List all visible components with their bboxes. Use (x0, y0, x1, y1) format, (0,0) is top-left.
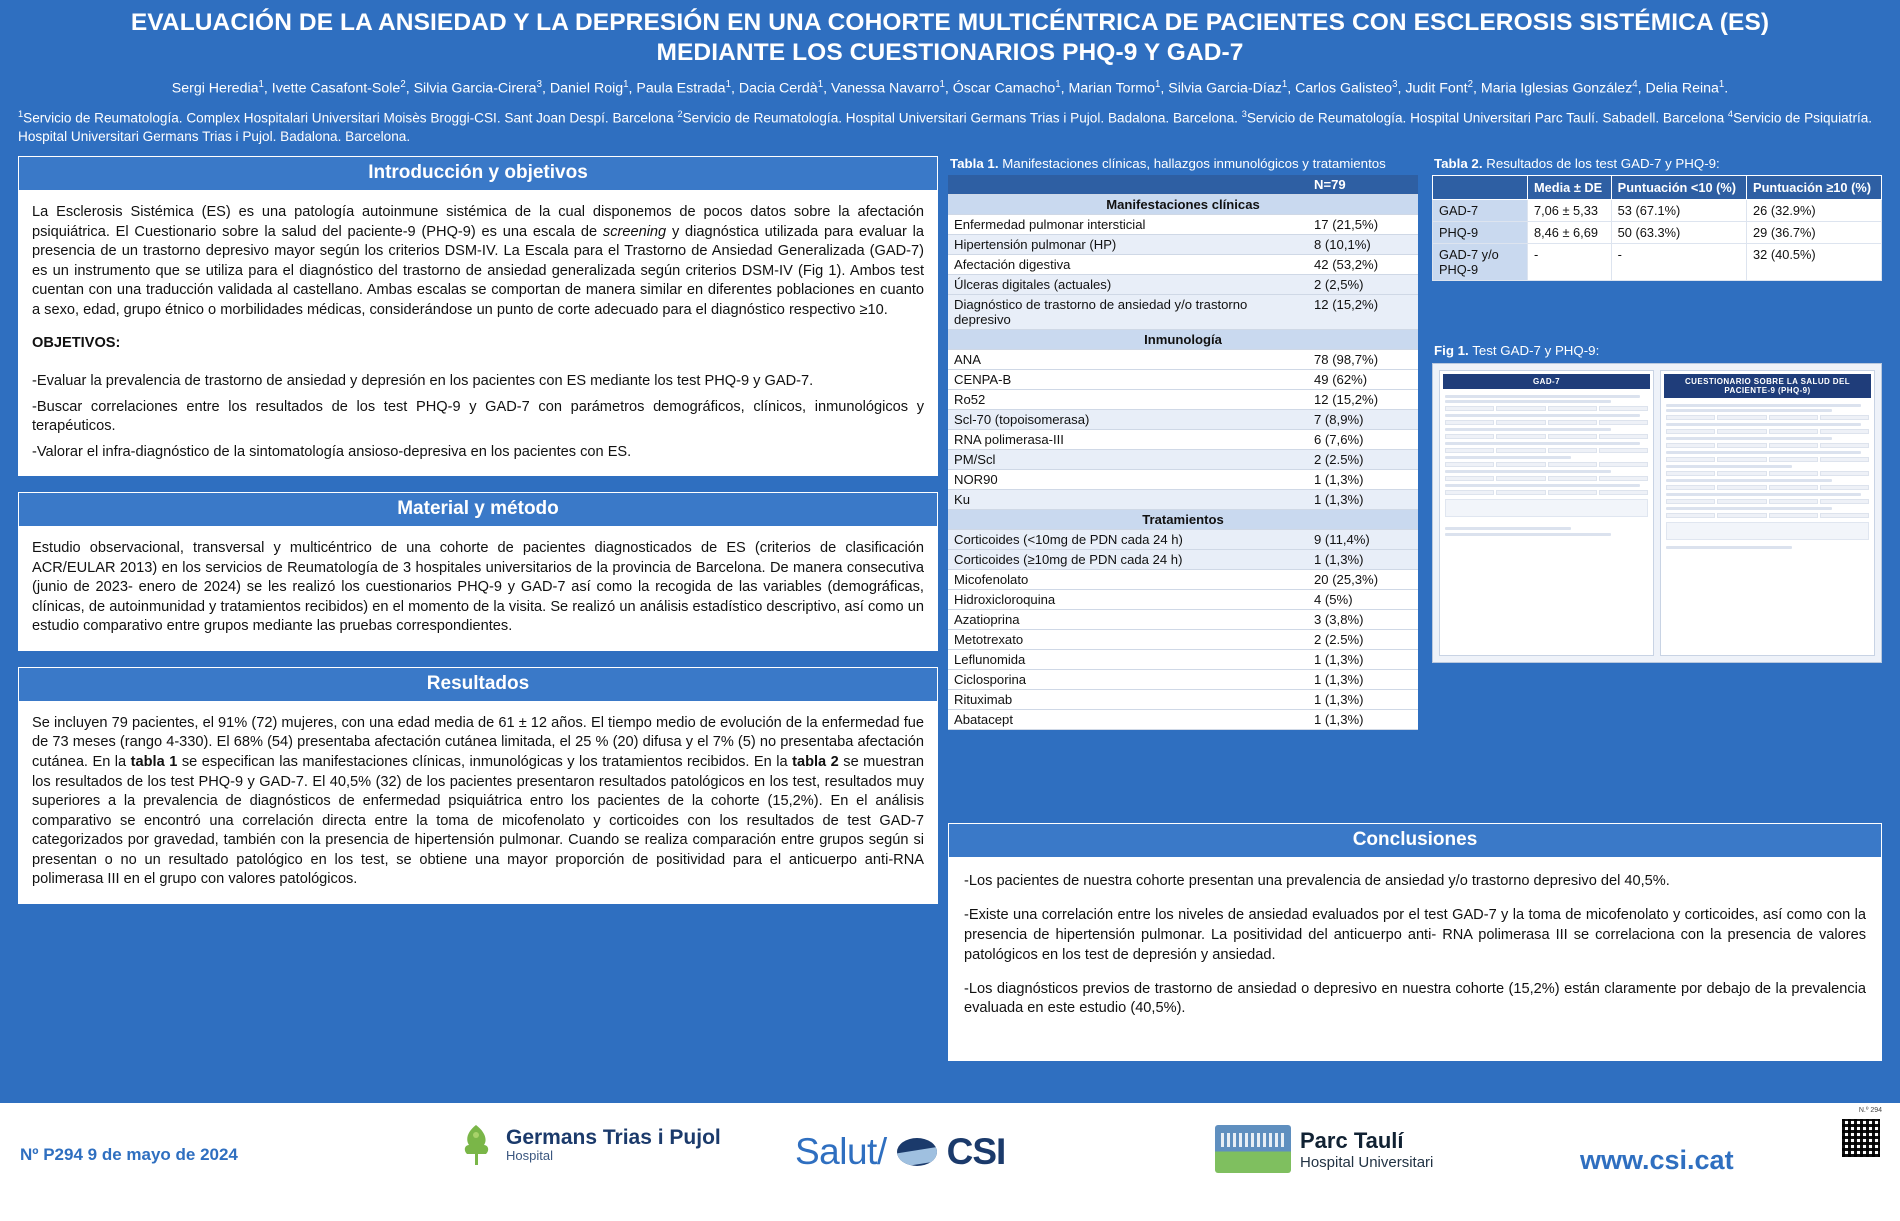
table1-caption-bold: Tabla 1. (950, 156, 999, 172)
table2-col-3: Puntuación ≥10 (%) (1747, 176, 1882, 200)
parc-tauli-mark-icon (1215, 1125, 1291, 1173)
table1-header-n: N=79 (1308, 175, 1418, 195)
title-line-1: EVALUACIÓN DE LA ANSIEDAD Y LA DEPRESIÓN EN UNA COHORTE MULTICÉNTRICA DE PACIENTES CON ESCLEROSIS SISTÉMICA (ES) (130, 9, 1770, 36)
tree-icon (455, 1121, 497, 1169)
section-header-resultados: Resultados (18, 667, 938, 702)
phq9-title: CUESTIONARIO SOBRE LA SALUD DEL PACIENTE-9 (PHQ-9) (1664, 374, 1871, 398)
table-row (948, 350, 1418, 370)
figure1-caption (1434, 343, 1882, 358)
row-label: Hidroxicloroquina (948, 590, 1308, 610)
row-value: 26 (32.9%) (1747, 200, 1882, 222)
row-value: 3 (3,8%) (1308, 610, 1418, 630)
section-header-material: Material y método (18, 492, 938, 527)
panel-introduccion (18, 191, 938, 476)
row-label: Ro52 (948, 390, 1308, 410)
table2-caption-rest: Resultados de los test GAD-7 y PHQ-9: (1482, 156, 1720, 172)
row-value: 7 (8,9%) (1308, 410, 1418, 430)
poster-body (0, 156, 1900, 1206)
row-label: Scl-70 (topoisomerasa) (948, 410, 1308, 430)
panel-conclusiones (948, 858, 1882, 1061)
row-value: 50 (63.3%) (1611, 222, 1746, 244)
row-value: 20 (25,3%) (1308, 570, 1418, 590)
row-label: GAD-7 y/o PHQ-9 (1433, 244, 1528, 281)
table-row (948, 295, 1418, 330)
table-row (948, 570, 1418, 590)
row-label: Abatacept (948, 710, 1308, 730)
logo-salut-word: Salut/ (795, 1131, 887, 1172)
results-paragraph: Se incluyen 79 pacientes, el 91% (72) mujeres, con una edad media de 61 ± 12 años. El tiempo medio de evolución de la enfermedad fue de 73 meses (rango 4-330). El 68% (54) presentaba afectación cutánea limitada, el 25 % (20) difusa y el 7% (5) no presentaba afectación cutánea. En la tabla 1 se especifican las manifestaciones clínicas, inmunológicas y los tratamientos recibidos. En la tabla 2 se muestran los resultados de los test PHQ-9 y GAD-7. El 40,5% (32) de los pacientes presentaron resultados patológicos en los test, resultados muy superiores a la prevalencia de diagnósticos de enfermedad psiquiátrica entro los pacientes de la cohorte (15,2%). En el análisis comparativo se encontró una correlación directa entre la toma de micofenolato y corticoides con los resultados de test GAD-7 categorizados por gravedad, también con la presencia de hipertensión pulmonar. Cuando se realiza comparación entre grupos según si presentan o no un resultado patológico en los test, se obtiene una mayor proporción de positividad para el anticuerpo anti-RNA polimerasa III en el grupo con valores patológicos. (32, 714, 924, 888)
table-row (948, 590, 1418, 610)
table-row (948, 370, 1418, 390)
table1-caption-rest: Manifestaciones clínicas, hallazgos inmunológicos y tratamientos (998, 156, 1386, 172)
row-value: - (1611, 244, 1746, 281)
table-row (948, 670, 1418, 690)
row-value: 6 (7,6%) (1308, 430, 1418, 450)
table1-header-blank (948, 175, 1308, 195)
row-value: 78 (98,7%) (1308, 350, 1418, 370)
conclusion-1: -Los pacientes de nuestra cohorte presentan una prevalencia de ansiedad y/o trastorno depresivo del 40,5%. (964, 873, 1670, 890)
gad7-title: GAD-7 (1443, 374, 1650, 389)
objective-3: -Valorar el infra-diagnóstico de la sintomatología ansioso-depresiva en los pacientes con ES. (32, 443, 632, 460)
conclusions-block (948, 823, 1882, 1061)
row-label: Azatioprina (948, 610, 1308, 630)
panel-material (18, 527, 938, 651)
table-resultados-tests (1432, 175, 1882, 281)
row-value: 1 (1,3%) (1308, 470, 1418, 490)
table-row (948, 530, 1418, 550)
row-value: 1 (1,3%) (1308, 650, 1418, 670)
row-value: - (1528, 244, 1612, 281)
logo-csi-word: CSI (946, 1131, 1006, 1172)
row-label: Rituximab (948, 690, 1308, 710)
row-value: 2 (2.5%) (1308, 450, 1418, 470)
row-value: 2 (2.5%) (1308, 630, 1418, 650)
table-row (948, 215, 1418, 235)
row-value: 17 (21,5%) (1308, 215, 1418, 235)
logo-salut-csi (795, 1131, 1005, 1173)
gad7-content (1443, 389, 1650, 541)
row-label: Úlceras digitales (actuales) (948, 275, 1308, 295)
table-row (948, 450, 1418, 470)
row-value: 12 (15,2%) (1308, 295, 1418, 330)
row-label: Corticoides (<10mg de PDN cada 24 h) (948, 530, 1308, 550)
logo-parc-tauli-text (1300, 1128, 1433, 1171)
table-row (1433, 200, 1882, 222)
row-label: NOR90 (948, 470, 1308, 490)
table-row (948, 430, 1418, 450)
conclusion-3: -Los diagnósticos previos de trastorno de ansiedad o depresivo en nuestra cohorte (15,2%) están claramente por debajo de la prevalencia evaluada en este estudio (40,5%). (964, 980, 1866, 1017)
objective-2: -Buscar correlaciones entre los resultados de los test PHQ-9 y GAD-7 con parámetros demográficos, clínicos, inmunológicos y terapéuticos. (32, 398, 924, 435)
group-title-inmunologia: Inmunología (948, 330, 1418, 350)
table2-header-row (1433, 176, 1882, 200)
table2-col-2: Puntuación <10 (%) (1611, 176, 1746, 200)
table2-col-0 (1433, 176, 1528, 200)
group-title-tratamientos: Tratamientos (948, 510, 1418, 530)
affiliations: $^1$Servicio de Reumatología. Complex Hospitalari Universitari Moisès Broggi-CSI. Sant Joan Despí. Barcelona $^2$Servicio de Reumatología. Hospital Universitari Germans Trias i Pujol. Badalona. Barcelona. $^3$Servicio de Reumatología. Hospital Universitari Parc Taulí. Sabadell. Barcelona $^4$Servicio de Psiquiatría. Hospital Universitari Germans Trias i Pujol. Badalona. Barcelona. (18, 108, 1873, 144)
row-value: 1 (1,3%) (1308, 710, 1418, 730)
table2-caption-bold: Tabla 2. (1434, 156, 1483, 172)
row-label: Afectación digestiva (948, 255, 1308, 275)
table-row (948, 630, 1418, 650)
row-value: 9 (11,4%) (1308, 530, 1418, 550)
logo-gtp-name: Germans Trias i Pujol (506, 1126, 721, 1150)
table-row (948, 490, 1418, 510)
row-label: Diagnóstico de trastorno de ansiedad y/o trastorno depresivo (948, 295, 1308, 330)
conclusion-2: -Existe una correlación entre los niveles de ansiedad evaluados por el test GAD-7 y la toma de micofenolato y corticoides, así como con la presencia de hipertensión pulmonar. La positividad del anticuerpo anti- RNA polimerasa III se correlaciona con la presencia de valores patológicos en los test de depresión y ansiedad. (964, 907, 1866, 963)
table-row (948, 550, 1418, 570)
poster-header (0, 0, 1900, 156)
logo-germans-trias-text (506, 1126, 721, 1163)
table-row (948, 255, 1418, 275)
table-row (1433, 222, 1882, 244)
table1-caption (950, 156, 1418, 171)
row-value: 29 (36.7%) (1747, 222, 1882, 244)
row-label: Corticoides (≥10mg de PDN cada 24 h) (948, 550, 1308, 570)
panel-resultados (18, 702, 938, 904)
intro-paragraph: La Esclerosis Sistémica (ES) es una patología autoinmune sistémica de la cual disponemos de pocos datos sobre la afectación psiquiátrica. El Cuestionario sobre la salud del paciente-9 (PHQ-9) es una escala de screening y diagnóstica utilizada para evaluar la presencia de un trastorno depresivo mayor según los criterios DSM-IV. La Escala para el Trastorno de Ansiedad Generalizada (GAD-7) es un instrumento que se utiliza para el diagnóstico del trastorno de ansiedad generalizada según criterios DSM-IV (Fig 1). Ambos test cuentan con una traducción validada al castellano. Ambas escalas se comportan de manera similar en diferentes poblaciones en cuanto a sexo, edad, grupo étnico o morbilidades médicas, considerándose un punto de corte adecuado para el diagnóstico respectivo ≥10. (32, 204, 924, 318)
row-value: 7,06 ± 5,33 (1528, 200, 1612, 222)
table2-col-1: Media ± DE (1528, 176, 1612, 200)
row-value: 53 (67.1%) (1611, 200, 1746, 222)
row-label: Hipertensión pulmonar (HP) (948, 235, 1308, 255)
logo-germans-trias (455, 1121, 721, 1169)
row-value: 1 (1,3%) (1308, 690, 1418, 710)
table1-group-inmunologia (948, 330, 1418, 350)
questionnaire-gad7 (1439, 370, 1654, 656)
row-value: 2 (2,5%) (1308, 275, 1418, 295)
table-row (948, 690, 1418, 710)
csi-ellipse-icon (897, 1138, 937, 1166)
questionnaire-phq9 (1660, 370, 1875, 656)
logo-tauli-sub: Hospital Universitari (1300, 1153, 1434, 1171)
row-value: 12 (15,2%) (1308, 390, 1418, 410)
poster-footer (0, 1103, 1900, 1221)
group-title-clinicas: Manifestaciones clínicas (948, 195, 1418, 215)
left-column (18, 156, 938, 904)
table-row (948, 610, 1418, 630)
logo-parc-tauli (1215, 1125, 1433, 1173)
objectives-label: OBJETIVOS: (32, 335, 121, 352)
logo-gtp-sub: Hospital (506, 1148, 553, 1164)
row-value: 42 (53,2%) (1308, 255, 1418, 275)
row-label: PHQ-9 (1433, 222, 1528, 244)
figure1-image (1432, 363, 1882, 663)
row-value: 49 (62%) (1308, 370, 1418, 390)
figure1-caption-rest: Test GAD-7 y PHQ-9: (1468, 343, 1600, 359)
figure1-caption-bold: Fig 1. (1434, 343, 1469, 359)
row-label: GAD-7 (1433, 200, 1528, 222)
row-label: RNA polimerasa-III (948, 430, 1308, 450)
row-value: 1 (1,3%) (1308, 490, 1418, 510)
material-paragraph: Estudio observacional, transversal y multicéntrico de una cohorte de pacientes diagnosticados de ES (criterios de clasificación ACR/EULAR 2013) en los servicios de Reumatología de 3 hospitales universitarios de la provincia de Barcelona. De manera consecutiva (junio de 2023- enero de 2024) se les realizó los cuestionarios PHQ-9 y GAD-7 así como la recogida de las variables (demográficas, clínicas, de autoinmunidad y tratamientos recibidos) en el momento de la visita. Se realizó un análisis estadístico descriptivo, así como un estudio comparativo entre grupos mediante las pruebas correspondientes. (32, 540, 924, 635)
table-row (948, 710, 1418, 730)
phq9-content (1664, 398, 1871, 555)
table-row (948, 410, 1418, 430)
row-label: ANA (948, 350, 1308, 370)
title-line-2: MEDIANTE LOS CUESTIONARIOS PHQ-9 Y GAD-7 (656, 38, 1244, 66)
row-value: 8,46 ± 6,69 (1528, 222, 1612, 244)
table-row (948, 390, 1418, 410)
row-label: PM/Scl (948, 450, 1308, 470)
qr-label: N.º 294 (1858, 1107, 1882, 1114)
row-value: 8 (10,1%) (1308, 235, 1418, 255)
objective-1: -Evaluar la prevalencia de trastorno de ansiedad y depresión en los pacientes con ES mediante los test PHQ-9 y GAD-7. (32, 372, 814, 389)
poster-number: Nº P294 9 de mayo de 2024 (20, 1145, 238, 1164)
section-header-conclusiones: Conclusiones (948, 823, 1882, 858)
row-value: 1 (1,3%) (1308, 550, 1418, 570)
row-label: Metotrexato (948, 630, 1308, 650)
table-row (948, 275, 1418, 295)
row-value: 4 (5%) (1308, 590, 1418, 610)
table-row (948, 650, 1418, 670)
table2-caption (1434, 156, 1882, 171)
table-manifestaciones (948, 175, 1418, 730)
row-label: CENPA-B (948, 370, 1308, 390)
row-label: Enfermedad pulmonar intersticial (948, 215, 1308, 235)
row-value: 1 (1,3%) (1308, 670, 1418, 690)
middle-column (948, 156, 1418, 730)
table1-group-tratamientos (948, 510, 1418, 530)
table1-group-clinicas (948, 195, 1418, 215)
table-row (1433, 244, 1882, 281)
row-label: Micofenolato (948, 570, 1308, 590)
row-label: Ku (948, 490, 1308, 510)
logo-tauli-name: Parc Taulí (1300, 1127, 1404, 1153)
qr-code-icon[interactable] (1840, 1117, 1882, 1159)
table-row (948, 235, 1418, 255)
row-label: Leflunomida (948, 650, 1308, 670)
table1-header-row (948, 175, 1418, 195)
row-value: 32 (40.5%) (1747, 244, 1882, 281)
page-title (18, 8, 1882, 68)
section-header-introduccion: Introducción y objetivos (18, 156, 938, 191)
row-label: Ciclosporina (948, 670, 1308, 690)
author-list: Sergi Heredia$^1$, Ivette Casafont-Sole$^2$, Silvia Garcia-Cirera$^3$, Daniel Roig$^1$, Paula Estrada$^1$, Dacia Cerdà$^1$, Vanessa Navarro$^1$, Óscar Camacho$^1$, Marian Tormo$^1$, Silvia Garcia-Díaz$^1$, Carlos Galisteo$^3$, Judit Font$^2$, Maria Iglesias González$^4$, Delia Reina$^1$. (171, 78, 1729, 97)
right-column (1432, 156, 1882, 663)
table-row (948, 470, 1418, 490)
website-url[interactable]: www.csi.cat (1580, 1145, 1734, 1175)
